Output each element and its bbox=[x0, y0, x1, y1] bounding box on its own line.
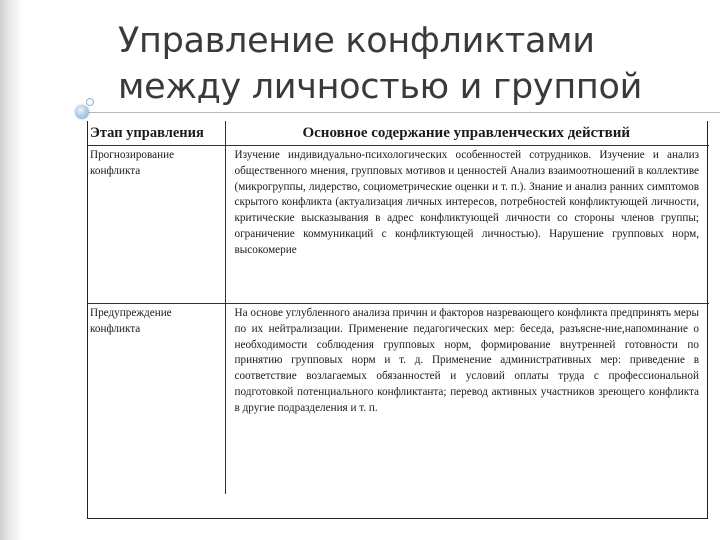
table-header-row bbox=[88, 121, 709, 146]
table-row bbox=[88, 304, 709, 495]
slide-title: Управление конфликтами между личностью и группой bbox=[118, 21, 643, 107]
small-circle-icon bbox=[86, 98, 94, 106]
header-content: Основное содержание управленческих действий bbox=[302, 125, 631, 141]
row-stage-cell: Прогнозирование конфликта bbox=[88, 146, 225, 304]
row-stage-cell: Предупреждение конфликта bbox=[88, 304, 225, 495]
bullet-circle-icon bbox=[75, 105, 89, 119]
row-content-cell: Изучение индивидуально-психологических особенностей сотрудников. Изучение и анализ общественного мнения, групповых мотивов и ценностей Анализ взаимоотношений в коллективе (микрогруппы, лидерство, социометрические оценки и т. п.). Знание и анализ ранних симптомов скрытого конфликта (актуализация личных интересов, потребностей конфликтующей личности, критические высказывания в адрес конфликтующей личности со стороны членов группы; ограничение коммуникаций с конфликтующей личностью). Нарушение групповых норм, высокомерие bbox=[225, 146, 709, 304]
header-stage: Этап управления bbox=[88, 121, 225, 146]
table-row bbox=[88, 146, 709, 304]
management-table bbox=[88, 121, 709, 494]
row-content-cell: На основе углубленного анализа причин и факторов назревающего конфликта предпринять меры по их нейтрализации. Применение педагогических мер: беседа, разъясне-ние,напоминание о необходимости соблюдения групповых норм, формирование внутренней готовности по принятию групповых норм и т. д. Применение административных мер: приведение в соответствие возлагаемых обязанностей и условий оплаты труда с профессиональной подготовкой потенциального конфликтанта; перевод активных участников зреющего конфликта в другие подразделения и т. п. bbox=[225, 304, 709, 495]
content-table-frame bbox=[87, 121, 708, 519]
decorative-left-bar bbox=[0, 0, 22, 540]
title-divider-line bbox=[82, 112, 720, 113]
